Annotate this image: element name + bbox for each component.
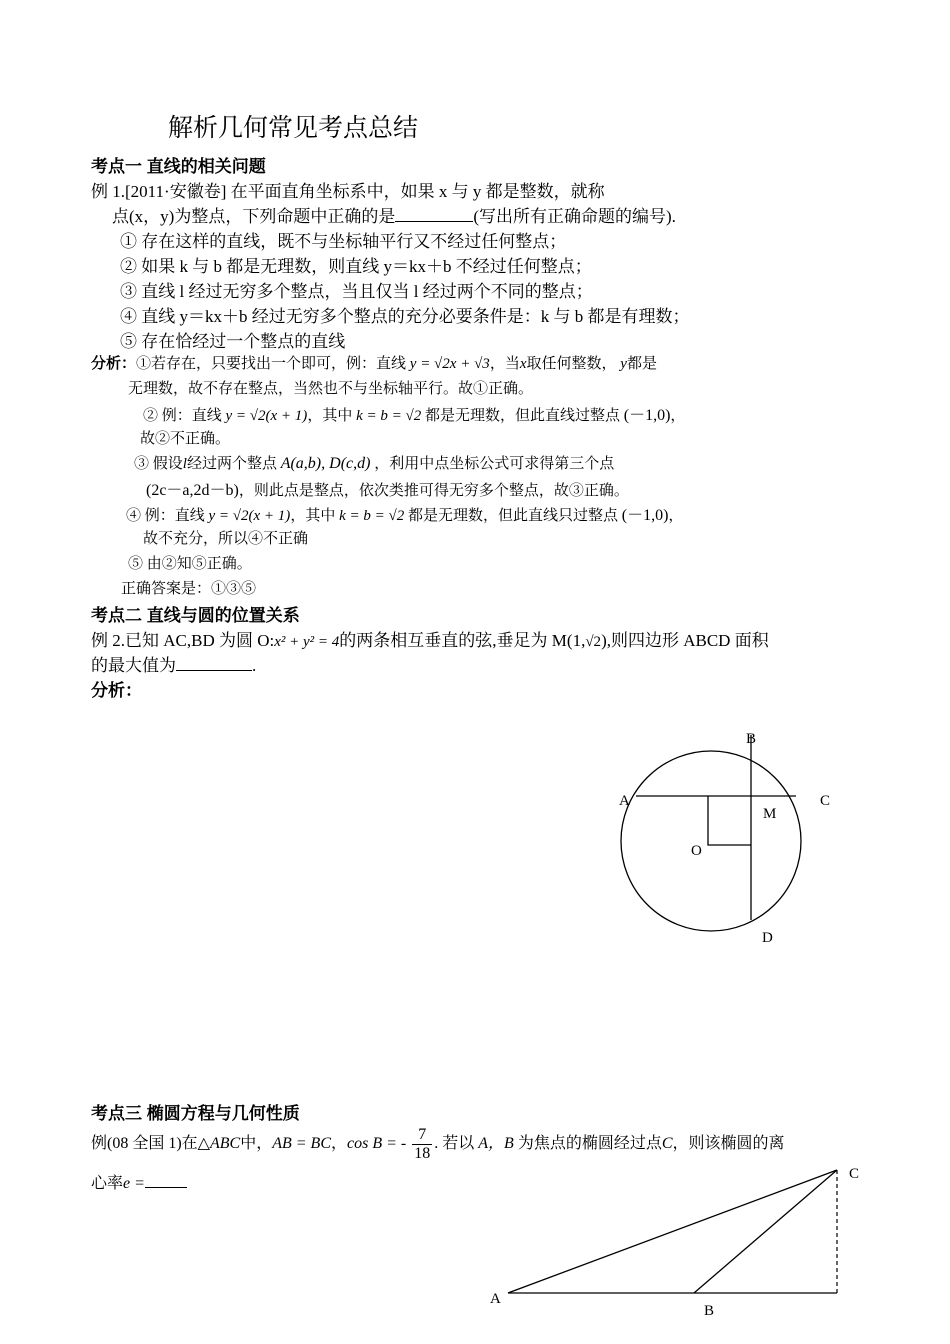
text: . xyxy=(252,656,257,675)
section-2-heading: 考点二 直线与圆的位置关系 xyxy=(91,606,300,625)
points: A(a,b), D(c,d) xyxy=(280,455,371,472)
segment-bc xyxy=(694,1170,837,1293)
formula: AB = BC xyxy=(272,1134,331,1152)
text: ，其中 xyxy=(307,408,353,424)
text: ，当 xyxy=(489,356,520,372)
analysis-1-line-2: 无理数，故不存在整点，当然也不与坐标轴平行。故①正确。 xyxy=(128,381,534,397)
section-3-heading: 考点三 椭圆方程与几何性质 xyxy=(91,1104,300,1123)
formula: k = b = √2 xyxy=(356,408,422,424)
text: 都是 xyxy=(626,356,657,372)
label-a: A xyxy=(490,1291,501,1307)
text: 都是无理数，但此直线只过整点 xyxy=(407,508,618,524)
variable: y xyxy=(620,356,627,372)
perpendicular-lines xyxy=(708,796,751,845)
analysis-3-line-2 xyxy=(146,477,629,500)
example-1-line-1: 例 1.[2011·安徽卷] 在平面直角坐标系中，如果 x 与 y 都是整数，就称 xyxy=(91,182,605,201)
text: 心率 xyxy=(91,1175,124,1192)
text: 中， xyxy=(240,1134,273,1152)
option-3: ③ 直线 l 经过无穷多个整点，当且仅当 l 经过两个不同的整点； xyxy=(120,282,593,301)
analysis-3-line-1 xyxy=(134,452,614,473)
example-3-line-2 xyxy=(91,1170,187,1193)
label-o: O xyxy=(691,843,702,859)
analysis-label: 分析： xyxy=(91,356,137,372)
correct-answer: 正确答案是：①③⑤ xyxy=(121,581,257,597)
text: ，其中 xyxy=(290,508,336,524)
formula: y = √2(x + 1) xyxy=(208,508,291,524)
text: ，利用中点坐标公式可求得第三个点 xyxy=(374,456,615,472)
option-1: ① 存在这样的直线，既不与坐标轴平行又不经过任何整点； xyxy=(120,232,567,251)
triangle-diagram xyxy=(480,1155,880,1325)
text: ④ 例：直线 xyxy=(126,508,205,524)
text: ， xyxy=(331,1134,348,1152)
text: 为焦点的椭圆经过点 xyxy=(517,1134,662,1152)
answer-blank xyxy=(176,653,252,671)
text: ，则此点是整点，依次类推可得无穷多个整点，故③正确。 xyxy=(238,483,629,499)
label-c: C xyxy=(849,1166,860,1182)
example-1-text: 点(x，y)为整点，下列命题中正确的是 xyxy=(112,207,396,226)
denominator: 18 xyxy=(414,1144,431,1162)
label-d: D xyxy=(762,930,773,946)
circle-diagram xyxy=(600,720,850,960)
text: ),则四边形 ABCD 面积 xyxy=(601,631,769,650)
option-5: ⑤ 存在恰经过一个整点的直线 xyxy=(120,332,346,351)
segment-ac xyxy=(508,1170,837,1293)
analysis-2-label: 分析： xyxy=(91,681,142,700)
option-4: ④ 直线 y＝kx＋b 经过无穷多个整点的充分必要条件是：k 与 b 都是有理数； xyxy=(120,307,690,326)
formula: cos B = - xyxy=(347,1134,407,1152)
label-a: A xyxy=(619,793,630,809)
text: . 若以 xyxy=(434,1134,475,1152)
point: (2c－a,2d－b) xyxy=(146,482,239,499)
variable: x xyxy=(519,356,527,372)
point: (－1,0) xyxy=(621,507,669,524)
answer-blank xyxy=(145,1171,187,1188)
page-title: 解析几何常见考点总结 xyxy=(168,115,419,142)
variable: A，B xyxy=(478,1134,514,1152)
text: ，则该椭圆的离 xyxy=(672,1134,785,1152)
label-c: C xyxy=(820,793,831,809)
circle-o xyxy=(621,751,801,931)
example-2-line-2 xyxy=(91,651,256,676)
text: 的两条相互垂直的弦,垂足为 M(1, xyxy=(339,631,586,650)
answer-blank xyxy=(395,204,473,222)
formula: y = √2x + √3 xyxy=(409,356,490,372)
numerator: 7 xyxy=(412,1126,432,1145)
example-1-text-end: (写出所有正确命题的编号). xyxy=(473,207,676,226)
text: 例 2.已知 AC,BD 为圆 O: xyxy=(91,631,275,650)
formula: x² + y² = 4 xyxy=(274,634,340,650)
text: ①若存在，只要找出一个即可，例：直线 xyxy=(136,356,407,372)
analysis-5: ⑤ 由②知⑤正确。 xyxy=(128,556,252,572)
analysis-2-line-2: 故②不正确。 xyxy=(140,431,231,447)
text: ② 例：直线 xyxy=(143,408,222,424)
variable: l xyxy=(182,456,187,472)
example-1-line-2 xyxy=(112,202,676,227)
analysis-4-line-2: 故不充分，所以④不正确 xyxy=(143,531,309,547)
text: ③ 假设 xyxy=(134,456,183,472)
formula: k = b = √2 xyxy=(339,508,405,524)
section-1-heading: 考点一 直线的相关问题 xyxy=(91,157,266,176)
analysis-4-line-1 xyxy=(126,502,683,525)
label-b: B xyxy=(704,1303,715,1319)
label-b: B xyxy=(746,731,757,747)
variable: C xyxy=(661,1134,673,1152)
text: 经过两个整点 xyxy=(186,456,277,472)
variable: ABC xyxy=(209,1134,241,1152)
formula: e = xyxy=(123,1175,145,1192)
point: (－1,0) xyxy=(623,407,671,424)
option-2: ② 如果 k 与 b 都是无理数，则直线 y＝kx＋b 不经过任何整点； xyxy=(120,257,592,276)
example-2-line-1 xyxy=(91,626,769,651)
analysis-1-line-1 xyxy=(91,352,657,373)
formula: √2 xyxy=(585,634,602,650)
text: ， xyxy=(670,408,686,424)
label-m: M xyxy=(763,806,777,822)
text: 都是无理数，但此直线过整点 xyxy=(424,408,620,424)
formula: y = √2(x + 1) xyxy=(225,408,308,424)
text: 例(08 全国 1)在△ xyxy=(91,1134,210,1152)
text: ， xyxy=(668,508,684,524)
fraction xyxy=(412,1126,432,1162)
text: 取任何整数， xyxy=(526,356,617,372)
analysis-2-line-1 xyxy=(143,402,685,425)
text: 的最大值为 xyxy=(91,656,176,675)
